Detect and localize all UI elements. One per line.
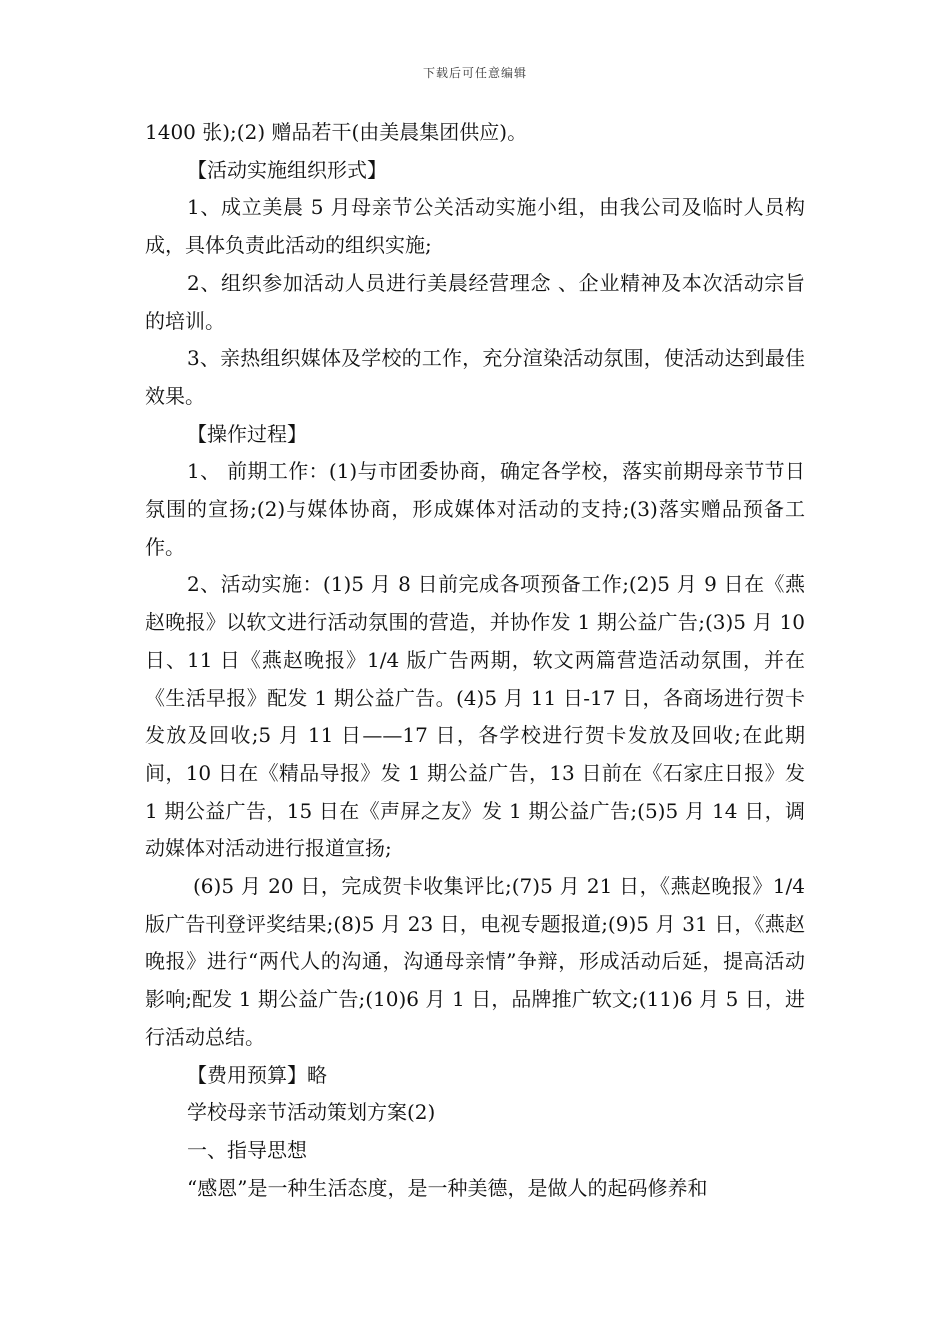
page-header: 下载后可任意编辑 bbox=[422, 66, 527, 80]
paragraph-org-2: 2、组织参加活动人员进行美晨经营理念 、企业精神及本次活动宗旨的培训。 bbox=[145, 270, 805, 333]
paragraph-gratitude: “感恩”是一种生活态度，是一种美德，是做人的起码修养和 bbox=[187, 1175, 708, 1200]
paragraph-process-3: (6)5 月 20 日，完成贺卡收集评比;(7)5 月 21 日，《燕赵晚报》1/4 版广告刊登评奖结果;(8)5 月 23 日，电视专题报道;(9)5 月 31 日，《燕赵晚报》进行“两代人的沟通，沟通母亲情”争辩，形成活动后延，提高活动影响;配发 1 期公益广告;(10)6 月 1 日，品牌推广软文;(11)6 月 5 日，进行活动总结。 bbox=[145, 874, 805, 1049]
document-body bbox=[145, 114, 805, 1207]
paragraph-org-1: 1、成立美晨 5 月母亲节公关活动实施小组，由我公司及临时人员构成，具体负责此活动的组织实施; bbox=[145, 195, 805, 258]
heading-guiding-idea: 一、指导思想 bbox=[187, 1137, 307, 1162]
paragraph-prizes: 1400 张);(2) 赠品若干(由美晨集团供应)。 bbox=[145, 120, 528, 144]
heading-budget: 【费用预算】略 bbox=[187, 1062, 327, 1087]
paragraph-process-2: 2、活动实施：(1)5 月 8 日前完成各项预备工作;(2)5 月 9 日在《燕赵晚报》以软文进行活动氛围的营造，并协作发 1 期公益广告;(3)5 月 10 日、11 日《燕赵晚报》1/4 版广告两期，软文两篇营造活动氛围，并在《生活早报》配发 1 期公益广告。(4)5 月 11 日-17 日，各商场进行贺卡发放及回收;5 月 11 日——17 日，各学校进行贺卡发放及回收;在此期间，10 日在《精品导报》发 1 期公益广告，13 日前在《石家庄日报》发 1 期公益广告，15 日在《声屏之友》发 1 期公益广告;(5)5 月 14 日，调动媒体对活动进行报道宣扬; bbox=[145, 572, 805, 861]
paragraph-process-1: 1、 前期工作：(1)与市团委协商，确定各学校，落实前期母亲节节日氛围的宣扬;(2)与媒体协商，形成媒体对活动的支持;(3)落实赠品预备工作。 bbox=[145, 459, 805, 559]
paragraph-org-3: 3、亲热组织媒体及学校的工作，充分渲染活动氛围，使活动达到最佳效果。 bbox=[145, 346, 805, 408]
heading-process: 【操作过程】 bbox=[187, 421, 307, 446]
section-title-plan-2: 学校母亲节活动策划方案(2) bbox=[187, 1100, 436, 1125]
heading-organization: 【活动实施组织形式】 bbox=[187, 157, 387, 182]
